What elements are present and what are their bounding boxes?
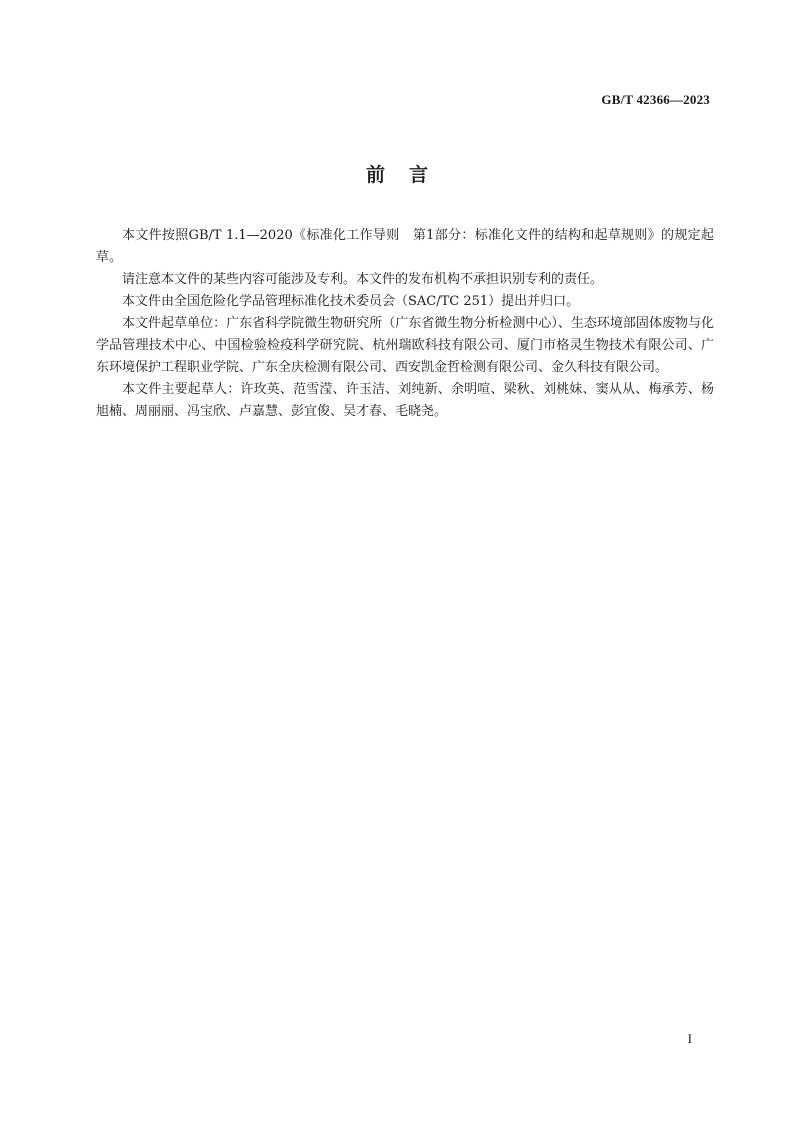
standard-number: GB/T 42366—2023 bbox=[601, 92, 710, 107]
paragraph-drafting-units: 本文件起草单位：广东省科学院微生物研究所（广东省微生物分析检测中心）、生态环境部固体废物与化学品管理技术中心、中国检验检疫科学研究院、杭州瑞欧科技有限公司、厦门市格灵生物技术有限公司、广东环境保护工程职业学院、广东全庆检测有限公司、西安凯金哲检测有限公司、金久科技有限公司。 bbox=[96, 316, 714, 375]
paragraph-patent-notice: 请注意本文件的某些内容可能涉及专利。本文件的发布机构不承担识别专利的责任。 bbox=[122, 272, 604, 287]
page-title: 前言 bbox=[365, 164, 452, 186]
paragraph-drafters: 本文件主要起草人：许玫英、范雪滢、许玉洁、刘纯新、余明喧、梁秋、刘桃妹、窦从从、梅承芳、杨旭楠、周丽丽、冯宝欣、卢嘉慧、彭宜俊、吴才春、毛晓尧。 bbox=[96, 382, 714, 419]
preface-body bbox=[96, 225, 714, 423]
page-number: I bbox=[687, 1031, 692, 1046]
paragraph-drafting-rules: 本文件按照GB/T 1.1—2020《标准化工作导则 第1部分：标准化文件的结构和起草规则》的规定起草。 bbox=[96, 228, 714, 265]
paragraph-proposer: 本文件由全国危险化学品管理标准化技术委员会（SAC/TC 251）提出并归口。 bbox=[122, 294, 580, 309]
